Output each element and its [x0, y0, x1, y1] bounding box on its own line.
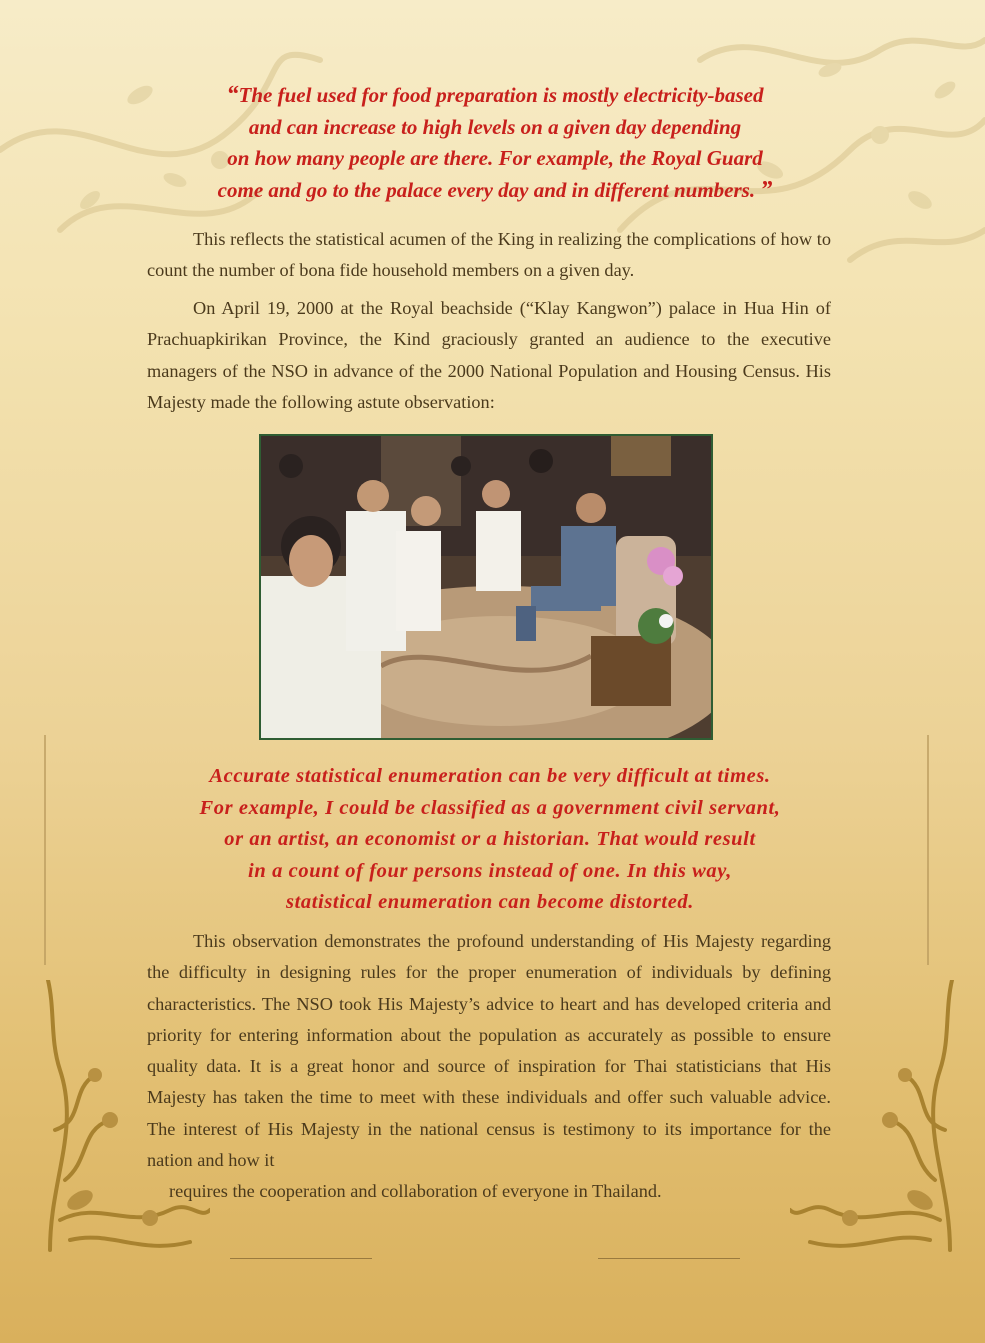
king-quote-line-2: For example, I could be classified as a government civil servant,	[199, 796, 781, 819]
frame-line-right	[927, 735, 929, 965]
close-quote-mark: ”	[760, 176, 773, 203]
king-quote-line-3: or an artist, an economist or a historian. That would result	[224, 828, 756, 850]
king-quote-line-1: Accurate statistical enumeration can be very difficult at times.	[209, 765, 771, 787]
thai-ornament-left	[40, 980, 210, 1260]
top-quote	[150, 80, 840, 206]
top-quote-line-4: come and go to the palace every day and in different numbers.	[217, 177, 756, 202]
top-quote-line-1: The fuel used for food preparation is mostly electricity-based	[238, 83, 764, 107]
paragraph-audience-text: On April 19, 2000 at the Royal beachside (“Klay Kangwon”) palace in Hua Hin of Prachuapkirikan Province, the Kind graciously granted an audience to the executive managers of the NSO in advance of the 2000 National Population and Housing Census. His Majesty made the following astute observation:	[147, 298, 831, 412]
bottom-rule-right	[598, 1258, 740, 1259]
king-quote	[150, 761, 830, 919]
paragraph-observation-last-line: requires the cooperation and collaboration of everyone in Thailand.	[169, 1181, 662, 1202]
top-quote-line-2: and can increase to high levels on a given day depending	[248, 114, 742, 139]
frame-line-left	[44, 735, 46, 965]
royal-audience-photo	[259, 434, 713, 740]
bottom-rule-left	[230, 1258, 372, 1259]
paragraph-acumen	[147, 224, 831, 287]
paragraph-observation-text: This observation demonstrates the profound understanding of His Majesty regarding the difficulty in designing rules for the proper enumeration of individuals by defining characteristics. The NSO took His Majesty’s advice to heart and has developed criteria and priority for entering information about the population as accurately as possible to ensure quality data. It is a great honor and source of inspiration for Thai statisticians that His Majesty has taken the time to meet with these individuals and offer such valuable advice. The interest of His Majesty in the national census is testimony to its importance for the nation and how it	[147, 931, 831, 1171]
open-quote-mark: “	[226, 82, 239, 108]
king-quote-line-4: in a count of four persons instead of one. In this way,	[248, 859, 732, 882]
king-quote-line-5: statistical enumeration can become distorted.	[286, 891, 694, 913]
paragraph-observation	[147, 926, 831, 1208]
paragraph-acumen-text: This reflects the statistical acumen of the King in realizing the complications of how to count the number of bona fide household members on a given day.	[147, 229, 831, 281]
photo-illustration	[261, 436, 711, 738]
thai-ornament-right	[790, 980, 960, 1260]
top-quote-line-3: on how many people are there. For example, the Royal Guard	[227, 146, 763, 170]
paragraph-audience	[147, 293, 831, 418]
